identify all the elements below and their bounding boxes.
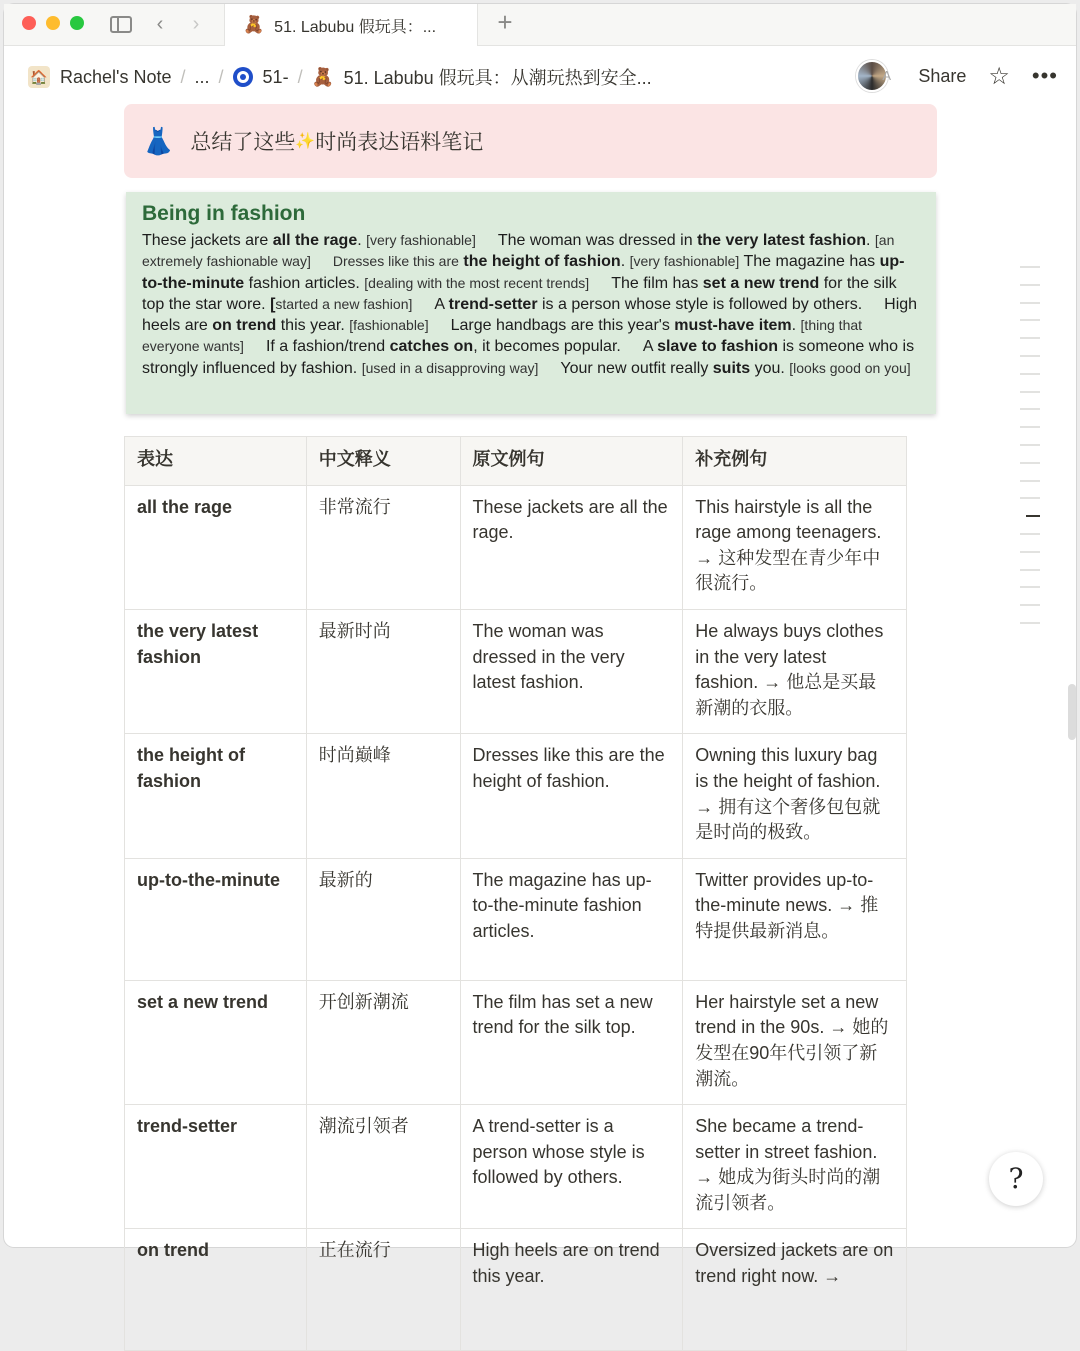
cell-expression[interactable]: trend-setter	[125, 1105, 307, 1229]
outline-marker[interactable]	[1020, 622, 1040, 624]
page-header	[4, 46, 1076, 104]
outline-marker[interactable]	[1020, 337, 1040, 339]
outline-marker[interactable]	[1020, 444, 1040, 446]
note-text-segment: These jackets are	[142, 232, 269, 249]
note-gloss: [very fashionable]	[629, 253, 740, 270]
tab-title: 51. Labubu 假玩具：...	[274, 18, 437, 36]
note-text-segment: is a person whose style is followed by others.	[542, 295, 863, 313]
note-text-segment: this year.	[280, 317, 345, 335]
note-text-segment: Dresses like this are	[332, 253, 459, 270]
teddy-bear-icon: 🧸	[243, 15, 265, 34]
note-gloss: [dealing with the most recent trends]	[364, 274, 590, 291]
outline-marker[interactable]	[1020, 266, 1040, 268]
scrollbar-thumb[interactable]	[1068, 684, 1076, 740]
note-text-segment: is someone who is strongly influenced by fashion.	[142, 338, 915, 377]
outline-marker[interactable]	[1020, 373, 1040, 375]
outline-marker[interactable]	[1020, 355, 1040, 357]
close-window-button[interactable]	[22, 16, 36, 30]
cell-chinese-meaning[interactable]: 开创新潮流	[306, 980, 460, 1104]
cell-extra-example[interactable]: Twitter provides up-to-the-minute news. → 推特提供最新消息。	[683, 858, 907, 980]
column-header-original-example[interactable]: 原文例句	[460, 437, 683, 486]
cell-original-example[interactable]: The film has set a new trend for the silk top.	[460, 980, 683, 1104]
vocabulary-note-image	[126, 192, 936, 414]
table-header-row	[125, 437, 907, 486]
column-header-chinese-meaning[interactable]: 中文释义	[306, 437, 460, 486]
breadcrumb-current-page[interactable]: 51. Labubu 假玩具：从潮玩热到安全...	[343, 68, 652, 88]
table-row	[125, 609, 907, 733]
note-phrase: slave to fashion	[657, 338, 778, 356]
cell-expression[interactable]: the height of fashion	[125, 734, 307, 858]
note-text-segment: it becomes popular.	[482, 338, 621, 356]
cell-chinese-meaning[interactable]: 正在流行	[306, 1229, 460, 1351]
minimize-window-button[interactable]	[46, 16, 60, 30]
new-tab-plus-icon[interactable]: +	[497, 7, 513, 37]
breadcrumb-separator: /	[180, 66, 186, 87]
cell-expression[interactable]: set a new trend	[125, 980, 307, 1104]
outline-marker[interactable]	[1020, 319, 1040, 321]
teddy-bear-icon: 🧸	[311, 67, 334, 87]
note-text-segment: If a fashion/trend	[265, 338, 386, 356]
table-row	[125, 485, 907, 609]
note-gloss: [used in a disapproving way]	[361, 359, 539, 376]
note-gloss: [an extremely fashionable way]	[142, 232, 895, 270]
note-phrase: suits	[712, 359, 751, 377]
column-header-expression[interactable]: 表达	[125, 437, 307, 486]
outline-marker[interactable]	[1020, 302, 1040, 304]
note-gloss: [thing that everyone wants]	[142, 317, 863, 355]
callout-text-end: 时尚表达语料笔记	[315, 131, 484, 154]
outline-marker-active[interactable]	[1026, 515, 1040, 517]
cell-extra-example[interactable]: She became a trend-setter in street fashion. → 她成为街头时尚的潮流引领者。	[683, 1105, 907, 1229]
note-text-segment: fashion articles.	[248, 274, 360, 292]
outline-marker[interactable]	[1020, 462, 1040, 464]
note-text-segment: Large handbags are this year's	[450, 317, 670, 335]
note-phrase: up-to-the-minute	[142, 253, 905, 292]
page-outline-rail[interactable]	[1014, 266, 1042, 640]
maximize-window-button[interactable]	[70, 16, 84, 30]
cell-chinese-meaning[interactable]: 最新的	[306, 858, 460, 980]
note-gloss: [very fashionable]	[366, 232, 476, 248]
tab-active-page[interactable]	[224, 4, 478, 46]
note-phrase: the very latest fashion	[697, 232, 867, 249]
note-text-segment: A	[642, 338, 653, 356]
breadcrumb-ellipsis[interactable]: ...	[194, 66, 210, 87]
avatar-letter[interactable]: A	[882, 68, 891, 83]
note-text-segment: you.	[754, 359, 785, 377]
header-actions	[856, 60, 1058, 92]
dress-icon: 👗	[142, 125, 175, 156]
note-text-segment: The film has	[611, 274, 699, 292]
table-row	[125, 858, 907, 980]
cell-original-example[interactable]: These jackets are all the rage.	[460, 485, 683, 609]
breadcrumb-workspace[interactable]: Rachel's Note	[60, 66, 172, 87]
cell-expression[interactable]: the very latest fashion	[125, 609, 307, 733]
nazar-eye-icon	[233, 67, 253, 87]
favorite-star-icon[interactable]: ☆	[988, 62, 1010, 90]
outline-marker[interactable]	[1020, 408, 1040, 410]
breadcrumb	[28, 64, 652, 90]
note-phrase: all the rage	[272, 232, 358, 249]
note-text-segment: High heels are	[142, 295, 918, 335]
note-text: These jackets are all the rage. [very fashionable] The woman was dressed in the very latest fashion. [an extremely fashionable way] Dresses like this are the height of fashion. [very fashionable] The magazine has up-to-the-minute fashion articles. [dealing with the most recent trends] The film has set a new trend for the silk top the star wore. [started a new fashion] A trend-setter is a person whose style is followed by others. High heels are on trend this year. [fashionable] Large handbags are this year's must-have item. [thing that everyone wants] If a fashion/trend catches on, it becomes popular. A slave to fashion is someone who is strongly influenced by fashion. [used in a disapproving way] Your new outfit really suits you. [looks good on you]	[142, 232, 918, 377]
workspace-icon: 🏠	[28, 66, 50, 88]
note-text-segment: A	[434, 295, 445, 313]
cell-expression[interactable]: all the rage	[125, 485, 307, 609]
note-gloss: [looks good on you]	[789, 359, 911, 376]
outline-marker[interactable]	[1020, 604, 1040, 606]
table-row	[125, 980, 907, 1104]
table-row	[125, 1229, 907, 1351]
note-text-segment: Your new outfit really	[560, 359, 709, 377]
cell-chinese-meaning[interactable]: 非常流行	[306, 485, 460, 609]
outline-marker[interactable]	[1020, 533, 1040, 535]
app-window	[4, 4, 1076, 1287]
note-gloss: started a new fashion]	[275, 295, 413, 312]
note-phrase: on trend	[212, 317, 277, 335]
note-text-segment: The woman was dressed in	[497, 232, 693, 249]
cell-chinese-meaning[interactable]: 最新时尚	[306, 609, 460, 733]
callout-text-start: 总结了这些	[190, 131, 296, 154]
cell-extra-example[interactable]: Owning this luxury bag is the height of fashion. → 拥有这个奢侈包包就是时尚的极致。	[683, 734, 907, 858]
cell-original-example[interactable]: A trend-setter is a person whose style is followed by others.	[460, 1105, 683, 1229]
note-text-segment: The magazine has	[743, 253, 876, 271]
outline-marker[interactable]	[1020, 284, 1040, 286]
column-header-extra-example[interactable]: 补充例句	[683, 437, 907, 486]
note-title: Being in fashion	[142, 202, 306, 225]
tab-bar	[4, 4, 1076, 46]
cell-extra-example[interactable]: This hairstyle is all the rage among teenagers. → 这种发型在青少年中很流行。	[683, 485, 907, 609]
outline-marker[interactable]	[1020, 551, 1040, 553]
breadcrumb-separator: /	[297, 66, 303, 87]
cell-original-example[interactable]: High heels are on trend this year.	[460, 1229, 683, 1351]
cell-expression[interactable]: up-to-the-minute	[125, 858, 307, 980]
help-button[interactable]: ?	[989, 1152, 1043, 1206]
cell-extra-example[interactable]: He always buys clothes in the very latest fashion. → 他总是买最新潮的衣服。	[683, 609, 907, 733]
outline-marker[interactable]	[1020, 480, 1040, 482]
back-arrow-icon[interactable]: ‹	[156, 13, 164, 35]
table-row	[125, 734, 907, 858]
note-phrase: trend-setter	[448, 295, 538, 313]
outline-marker[interactable]	[1020, 586, 1040, 588]
note-phrase: the height of fashion	[463, 253, 621, 271]
table-row	[125, 1105, 907, 1229]
note-gloss: [fashionable]	[349, 317, 429, 334]
outline-marker[interactable]	[1020, 569, 1040, 571]
outline-marker[interactable]	[1020, 426, 1040, 428]
note-phrase: catches on	[389, 338, 474, 356]
breadcrumb-parent[interactable]: 51-	[262, 66, 289, 87]
sidebar-toggle-icon[interactable]	[108, 12, 134, 36]
note-text-segment: for the silk top the star wore.	[142, 274, 897, 313]
sparkle-icon: ✨	[295, 133, 316, 150]
note-phrase: must-have item	[674, 317, 792, 335]
outline-marker[interactable]	[1020, 391, 1040, 393]
forward-arrow-icon[interactable]: ›	[192, 13, 200, 35]
note-phrase: set a new trend	[702, 274, 820, 292]
cell-original-example[interactable]: Dresses like this are the height of fashion.	[460, 734, 683, 858]
more-options-icon[interactable]: •••	[1031, 63, 1058, 88]
cell-expression[interactable]: on trend	[125, 1229, 307, 1351]
note-bracket: [	[270, 295, 276, 313]
share-button[interactable]: Share	[918, 65, 967, 86]
cell-extra-example[interactable]: Her hairstyle set a new trend in the 90s. → 她的发型在90年代引领了新潮流。	[683, 980, 907, 1104]
cell-chinese-meaning[interactable]: 潮流引领者	[306, 1105, 460, 1229]
cell-original-example[interactable]: The magazine has up-to-the-minute fashion articles.	[460, 858, 683, 980]
cell-original-example[interactable]: The woman was dressed in the very latest fashion.	[460, 609, 683, 733]
expressions-table	[124, 436, 907, 1351]
callout-block[interactable]	[124, 104, 937, 178]
breadcrumb-separator: /	[218, 66, 224, 87]
outline-marker[interactable]	[1020, 497, 1040, 499]
cell-extra-example[interactable]: Oversized jackets are on trend right now. →	[683, 1229, 907, 1351]
cell-chinese-meaning[interactable]: 时尚巅峰	[306, 734, 460, 858]
